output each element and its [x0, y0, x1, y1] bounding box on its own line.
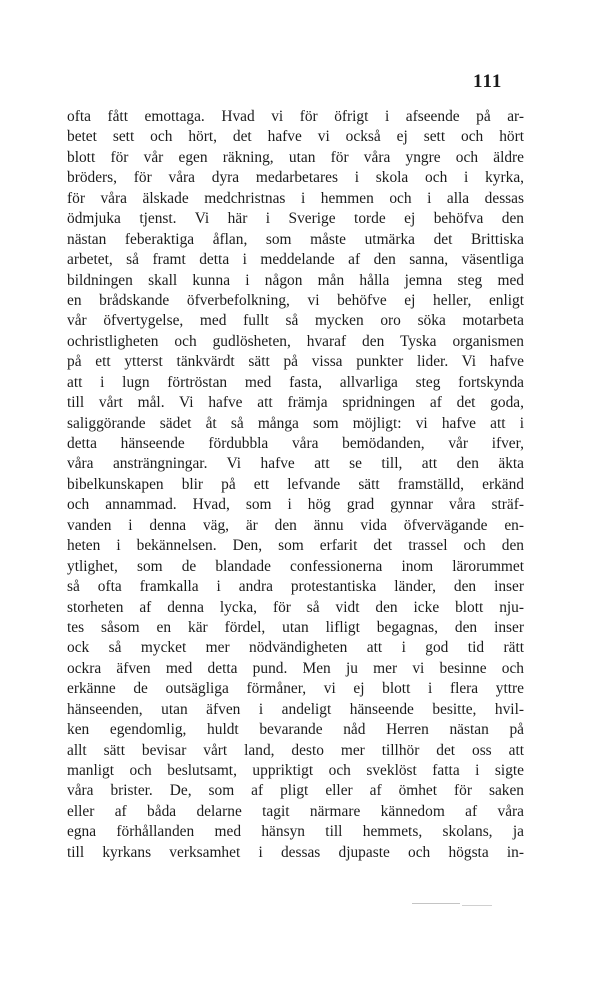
text-line: manligt och beslutsamt, uppriktigt och sveklöst fatta i sigte: [67, 762, 524, 779]
text-line: hänseenden, utan äfven i andeligt hänseende besitte, hvil-: [67, 700, 524, 718]
text-line: allt sätt bevisar vårt land, desto mer tillhör det oss att: [67, 741, 524, 759]
text-line: erkänne de outsägliga förmåner, vi ej blott i flera yttre: [67, 680, 524, 698]
text-line: betet sett och hört, det hafve vi också ej sett och hört: [67, 128, 524, 146]
text-line: heten i bekännelsen. Den, som erfarit det trassel och den: [67, 537, 524, 555]
text-line: nästan feberaktiga åflan, som måste utmärka det Brittiska: [67, 230, 524, 248]
text-line: så ofta framkalla i andra protestantiska länder, den inser: [67, 578, 524, 596]
body-text: [67, 107, 524, 863]
text-line: arbetet, så framt detta i meddelande af den sanna, väsentliga: [67, 251, 524, 269]
text-line: ytlighet, som de blandade confessionerna inom lärorummet: [67, 557, 524, 575]
text-line: bildningen skall kunna i någon mån hålla jemna steg med: [67, 271, 524, 289]
text-line: och annammad. Hvad, som i hög grad gynnar våra sträf-: [67, 496, 524, 514]
text-line: ockra äfven med detta pund. Men ju mer vi besinne och: [67, 659, 524, 677]
text-line: eller af båda delarne tagit närmare kännedom af våra: [67, 802, 524, 820]
text-line: tes såsom en kär fördel, utan lifligt begagnas, den inser: [67, 618, 524, 636]
text-line: bröders, för våra dyra medarbetares i skola och i kyrka,: [67, 169, 524, 187]
text-line: detta hänseende fördubbla våra bemödanden, vår ifver,: [67, 435, 524, 452]
text-line: en brådskande öfverbefolkning, vi behöfve ej heller, enligt: [67, 291, 524, 309]
text-line: till kyrkans verksamhet i dessas djupaste och högsta in-: [67, 843, 524, 861]
text-line: ochristligheten och gudlösheten, hvaraf den Tyska organismen: [67, 332, 524, 350]
text-line: vår öfvertygelse, med fullt så mycken oro söka motarbeta: [67, 312, 524, 330]
text-line: att i lugn förtröstan med fasta, allvarliga steg fortskynda: [67, 373, 524, 391]
text-line: våra brister. De, som af pligt eller af ömhet för saken: [67, 782, 524, 800]
paper-speck: [462, 905, 492, 906]
text-line: ken egendomlig, huldt bevarande nåd Herren nästan på: [67, 721, 524, 739]
text-line: ofta fått emottaga. Hvad vi för öfrigt i afseende på ar-: [67, 108, 524, 125]
paper-speck: [412, 903, 460, 904]
page-number: 111: [473, 71, 503, 92]
text-line: våra ansträngningar. Vi hafve att se till, att den äkta: [67, 455, 524, 473]
text-line: saliggörande sädet åt så många som möjligt: vi hafve att i: [67, 414, 524, 432]
text-line: vanden i denna väg, är den ännu vida öfvervägande en-: [67, 516, 524, 534]
text-line: bibelkunskapen blir på ett lefvande sätt framställd, erkänd: [67, 475, 524, 493]
text-line: ödmjuka tjenst. Vi här i Sverige torde ej behöfva den: [67, 210, 524, 228]
text-line: blott för vår egen räkning, utan för våra yngre och äldre: [67, 148, 524, 166]
text-line: storheten af denna lycka, för så vidt den icke blott nju-: [67, 598, 524, 616]
text-line: egna förhållanden med hänsyn till hemmets, skolans, ja: [67, 823, 524, 841]
text-line: på ett ytterst tänkvärdt sätt på vissa punkter lider. Vi hafve: [67, 353, 524, 371]
text-line: till vårt mål. Vi hafve att främja spridningen af det goda,: [67, 394, 524, 412]
text-line: för våra älskade medchristnas i hemmen och i alla dessas: [67, 189, 524, 207]
text-line: ock så mycket mer nödvändigheten att i god tid rätt: [67, 639, 524, 657]
